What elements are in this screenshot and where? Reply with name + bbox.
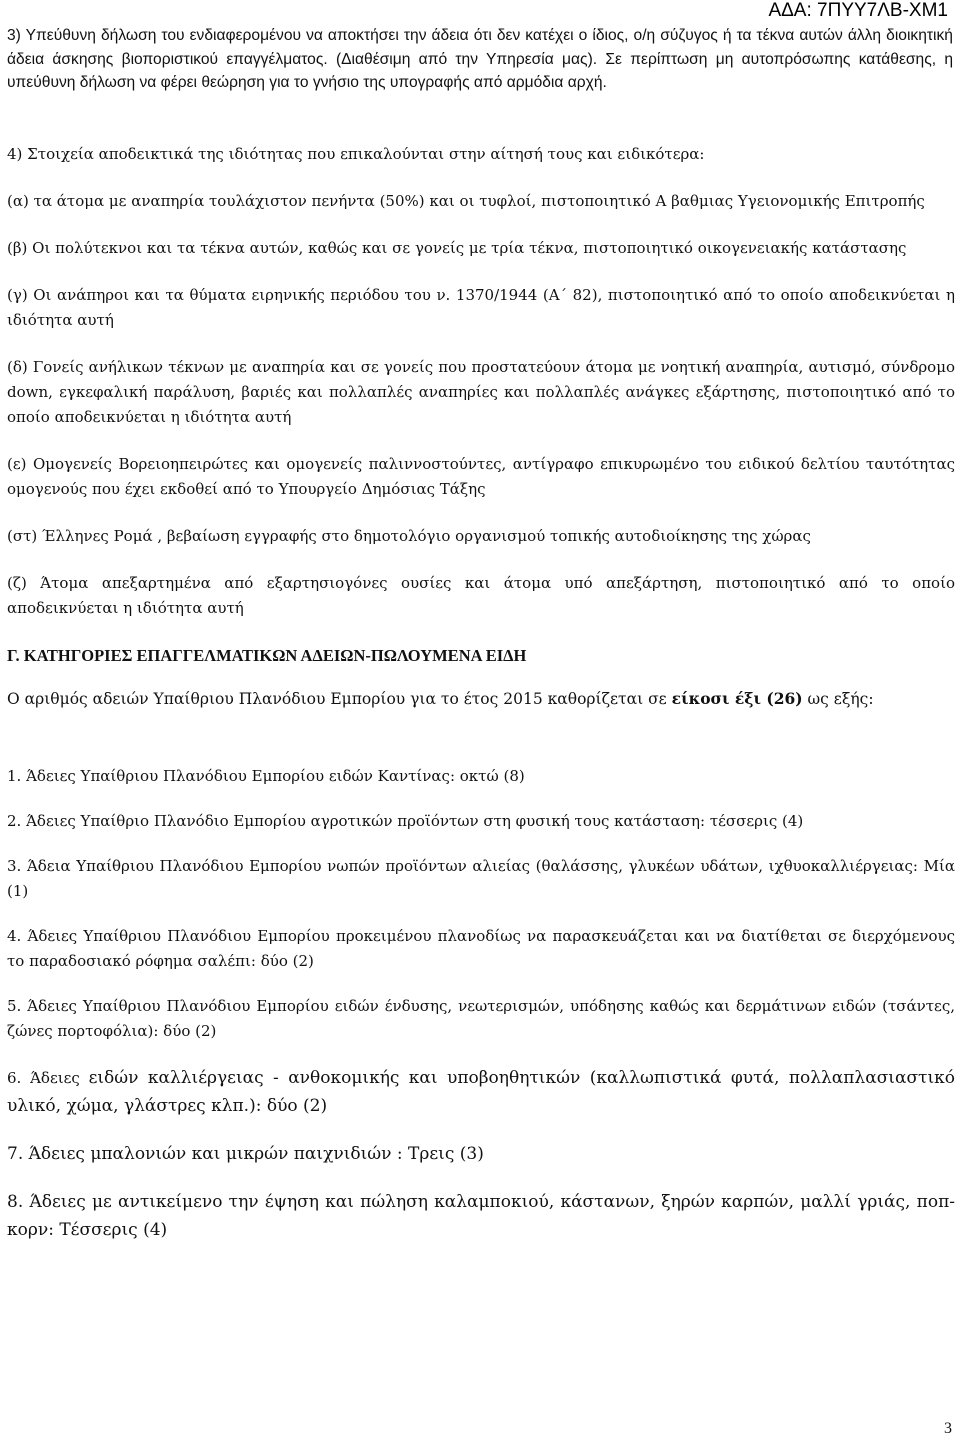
license-item: 4. Άδειες Υπαίθριου Πλανόδιου Εμπορίου προκειμένου πλανοδίως να παρασκευάζεται και να διατίθεται σε διερχόμενους το παραδοσιακό ρόφημα σαλέπι: δύο (2)	[7, 927, 955, 970]
list-item: (ε) Ομογενείς Βορειοηπειρώτες και ομογενείς παλιννοστούντες, αντίγραφο επικυρωμένο του ειδικού δελτίου ταυτότητας ομογενούς που έχει εκδοθεί από το Υπουργείο Δημόσιας Τάξης	[7, 455, 955, 498]
license-item: 3. Άδεια Υπαίθριου Πλανόδιου Εμπορίου νωπών προϊόντων αλιείας (θαλάσσης, γλυκέων υδάτων, ιχθυοκαλλιέργειας: Μία (1)	[7, 857, 955, 900]
count-bold: είκοσι έξι (26)	[671, 689, 803, 708]
list-item: (στ) Έλληνες Ρομά , βεβαίωση εγγραφής στο δημοτολόγιο οργανισμού τοπικής αυτοδιοίκησης της χώρας	[7, 527, 811, 545]
list-item: (δ) Γονείς ανήλικων τέκνων με αναπηρία και σε γονείς που προστατεύουν άτομα με νοητική αναπηρία, αυτισμό, σύνδρομο down, εγκεφαλική παράλυση, βαριές και πολλαπλές αναπηρίες και πολλαπλές ανάγκες εξάρτησης, πιστοποιητικό από το οποίο αποδεικνύεται η ιδιότητα αυτή	[7, 358, 955, 426]
count-suffix: ως εξής:	[807, 690, 874, 708]
document-body	[7, 142, 955, 1264]
license-item	[7, 1064, 955, 1120]
list-item: (β) Οι πολύτεκνοι και τα τέκνα αυτών, καθώς και σε γονείς με τρία τέκνα, πιστοποιητικό οικογενειακής κατάστασης	[7, 239, 907, 257]
page-number: 3	[944, 1420, 952, 1437]
license-count-sentence	[7, 686, 955, 712]
section-c-title: Γ. ΚΑΤΗΓΟΡΙΕΣ ΕΠΑΓΓΕΛΜΑΤΙΚΩΝ ΑΔΕΙΩΝ-ΠΩΛΟΥΜΕΝΑ ΕΙΔΗ	[7, 646, 527, 665]
intro-paragraph: 3) Υπεύθυνη δήλωση του ενδιαφερομένου να αποκτήσει την άδεια ότι δεν κατέχει ο ίδιος, ο/η σύζυγος ή τα τέκνα αυτών άλλη διοικητική άδεια άσκησης βιοποριστικού επαγγέλματος. (Διαθέσιμη από την Υπηρεσία μας). Σε περίπτωση μη αυτοπρόσωπης κατάθεσης, η υπεύθυνη δήλωση να φέρει θεώρηση για το γνήσιο της υπογραφής από αρμόδια αρχή.	[7, 27, 953, 91]
license-item: 8. Άδειες με αντικείμενο την έψηση και πώληση καλαμποκιού, κάστανων, ξηρών καρπών, μαλλί γριάς, ποπ-κορν: Τέσσερις (4)	[7, 1192, 955, 1240]
list-item: (α) τα άτομα με αναπηρία τουλάχιστον πενήντα (50%) και οι τυφλοί, πιστοποιητικό Α βαθμιας Υγειονομικής Επιτροπής	[7, 192, 925, 210]
section-4-heading: 4) Στοιχεία αποδεικτικά της ιδιότητας που επικαλούνται στην αίτησή τους και ειδικότερα:	[7, 145, 705, 163]
ada-identifier: ΑΔΑ: 7ΠΥΥ7ΛΒ-ΧΜ1	[768, 0, 948, 21]
license-item: 7. Άδειες μπαλονιών και μικρών παιχνιδιών : Τρεις (3)	[7, 1144, 484, 1164]
license-item: 5. Άδειες Υπαίθριου Πλανόδιου Εμπορίου ειδών ένδυσης, νεωτερισμών, υπόδησης καθώς και δερμάτινων ειδών (τσάντες, ζώνες πορτοφόλια): δύο (2)	[7, 997, 955, 1040]
license-item: 2. Άδειες Υπαίθριο Πλανόδιο Εμπορίου αγροτικών προϊόντων στη φυσική τους κατάσταση: τέσσερις (4)	[7, 812, 804, 830]
license-6-text: ειδών καλλιέργειας - ανθοκομικής και υποβοηθητικών (καλλωπιστικά φυτά, πολλαπλασιαστικό υλικό, χώμα, γλάστρες κλπ.): δύο (2)	[7, 1068, 955, 1116]
count-prefix: Ο αριθμός αδειών Υπαίθριου Πλανόδιου Εμπορίου για το έτος 2015 καθορίζεται σε	[7, 690, 667, 708]
list-item: (γ) Οι ανάπηροι και τα θύματα ειρηνικής περιόδου του ν. 1370/1944 (Α΄ 82), πιστοποιητικό από το οποίο αποδεικνύεται η ιδιότητα αυτή	[7, 286, 955, 329]
list-item: (ζ) Άτομα απεξαρτημένα από εξαρτησιογόνες ουσίες και άτομα υπό απεξάρτηση, πιστοποιητικό από το οποίο αποδεικνύεται η ιδιότητα αυτή	[7, 574, 955, 617]
license-6-prefix: 6. Άδειες	[7, 1069, 80, 1087]
license-item: 1. Άδειες Υπαίθριου Πλανόδιου Εμπορίου ειδών Καντίνας: οκτώ (8)	[7, 767, 525, 785]
